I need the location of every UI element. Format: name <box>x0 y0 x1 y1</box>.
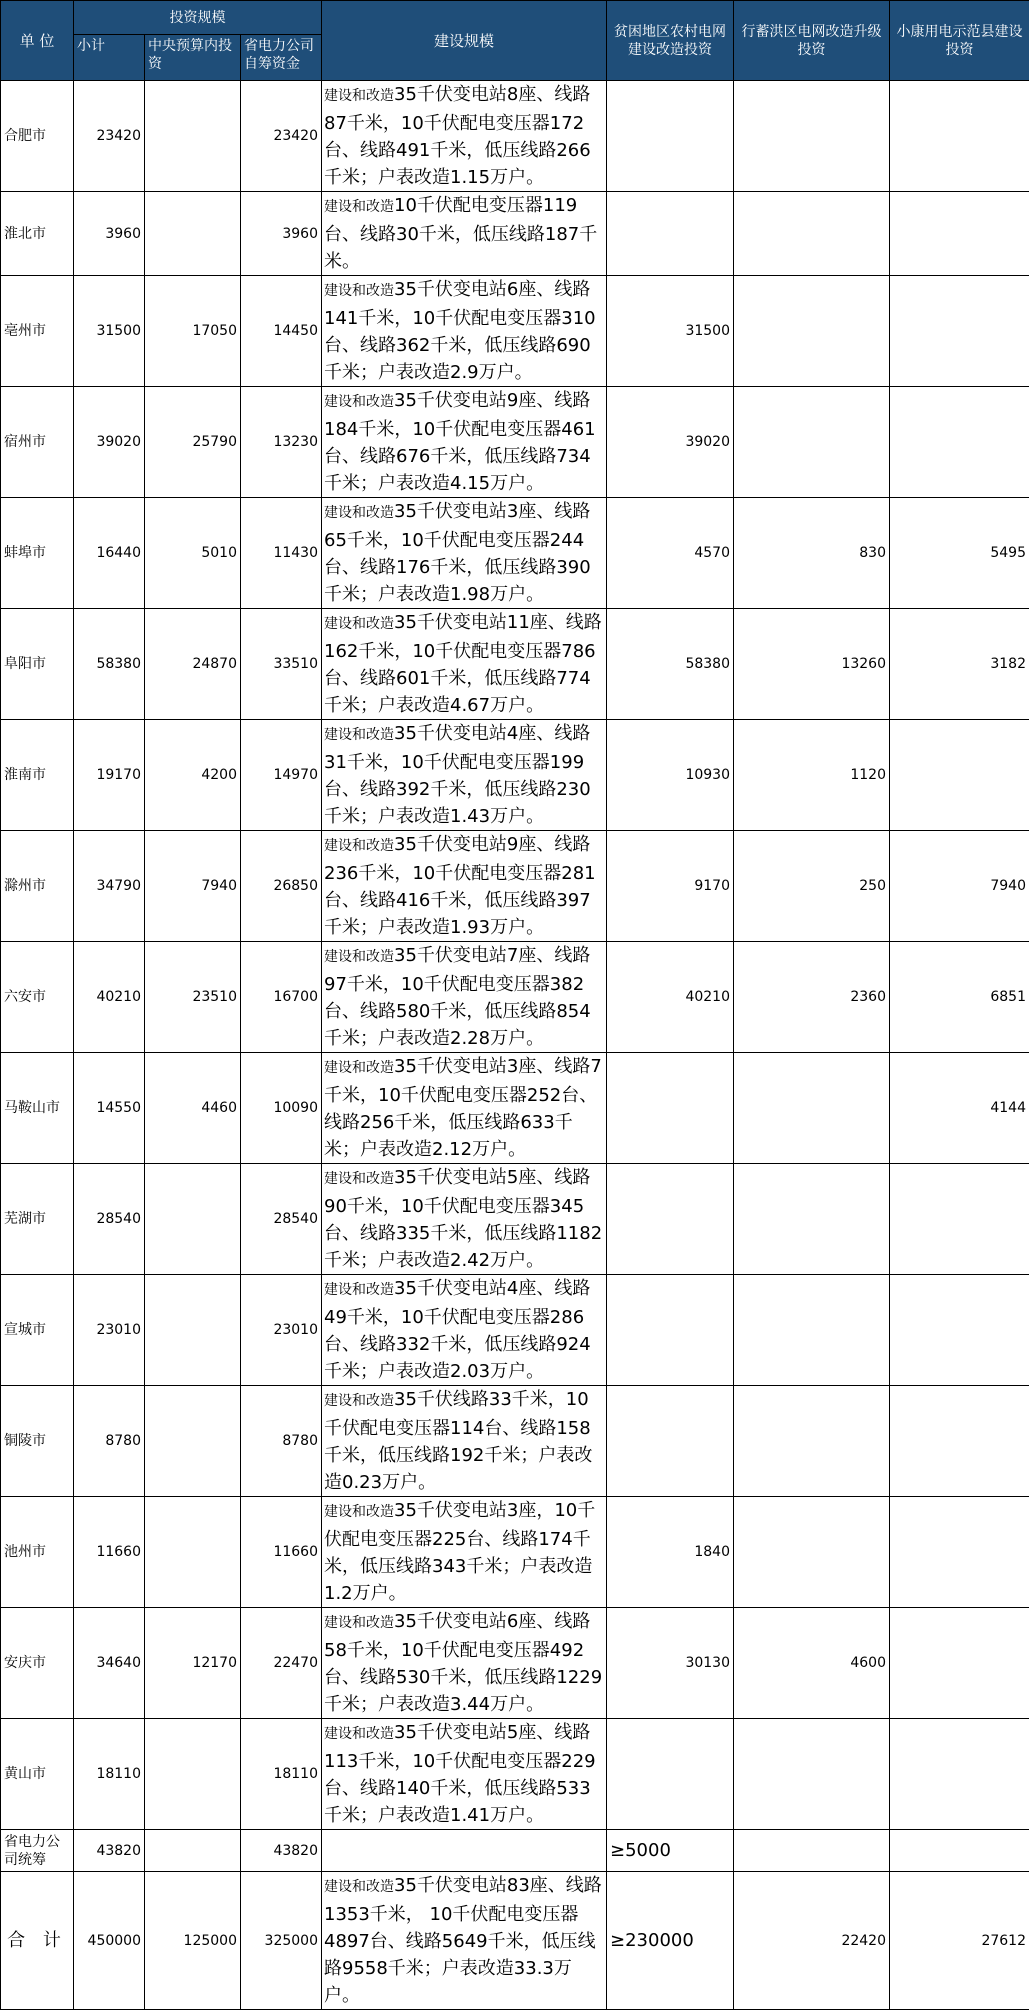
table-row <box>1 276 1029 387</box>
scale-text: 35千伏变电站9座、线路236千米，10千伏配电变压器281台、线路416千米，低压线路397千米；户表改造1.93万户。 <box>324 834 596 938</box>
central-cell: 12170 <box>145 1608 241 1719</box>
flood-cell: 830 <box>734 498 890 609</box>
unit-cell: 铜陵市 <box>1 1386 74 1497</box>
xiaokang-cell <box>890 1275 1029 1386</box>
table-row <box>1 1830 1029 1872</box>
unit-cell: 合肥市 <box>1 81 74 192</box>
flood-cell <box>734 1275 890 1386</box>
xiaokang-cell: 27612 <box>890 1872 1029 2010</box>
subtotal-cell: 58380 <box>74 609 145 720</box>
scale-cell <box>322 1830 607 1872</box>
poverty-cell: 40210 <box>607 942 734 1053</box>
flood-cell <box>734 1053 890 1164</box>
scale-prefix: 建设和改造 <box>324 727 394 743</box>
table-row <box>1 831 1029 942</box>
provincial-cell: 3960 <box>241 192 322 276</box>
flood-cell <box>734 1497 890 1608</box>
xiaokang-cell: 3182 <box>890 609 1029 720</box>
xiaokang-cell <box>890 1830 1029 1872</box>
scale-prefix: 建设和改造 <box>324 1879 394 1895</box>
poverty-cell: 39020 <box>607 387 734 498</box>
unit-cell: 亳州市 <box>1 276 74 387</box>
scale-prefix: 建设和改造 <box>324 88 394 104</box>
header-central: 中央预算内投资 <box>145 35 241 81</box>
central-cell: 24870 <box>145 609 241 720</box>
flood-cell: 22420 <box>734 1872 890 2010</box>
scale-cell <box>322 81 607 192</box>
unit-cell: 淮北市 <box>1 192 74 276</box>
unit-cell: 马鞍山市 <box>1 1053 74 1164</box>
scale-text: 35千伏变电站4座、线路31千米，10千伏配电变压器199台、线路392千米，低压线路230千米；户表改造1.43万户。 <box>324 723 591 827</box>
scale-prefix: 建设和改造 <box>324 616 394 632</box>
central-cell: 23510 <box>145 942 241 1053</box>
provincial-cell: 22470 <box>241 1608 322 1719</box>
provincial-cell: 14450 <box>241 276 322 387</box>
xiaokang-cell <box>890 1497 1029 1608</box>
unit-cell: 淮南市 <box>1 720 74 831</box>
scale-cell <box>322 942 607 1053</box>
scale-text: 35千伏变电站3座，10千伏配电变压器225台、线路174千米，低压线路343千米；户表改造1.2万户。 <box>324 1500 595 1604</box>
flood-cell <box>734 387 890 498</box>
subtotal-cell: 39020 <box>74 387 145 498</box>
central-cell <box>145 1830 241 1872</box>
header-flood: 行蓄洪区电网改造升级投资 <box>734 1 890 81</box>
scale-prefix: 建设和改造 <box>324 949 394 965</box>
subtotal-cell: 18110 <box>74 1719 145 1830</box>
subtotal-cell: 11660 <box>74 1497 145 1608</box>
flood-cell: 2360 <box>734 942 890 1053</box>
header-scale: 建设规模 <box>322 1 607 81</box>
scale-prefix: 建设和改造 <box>324 394 394 410</box>
unit-cell: 合 计 <box>1 1872 74 2010</box>
xiaokang-cell: 6851 <box>890 942 1029 1053</box>
scale-cell <box>322 1872 607 2010</box>
unit-cell: 滁州市 <box>1 831 74 942</box>
table-row <box>1 1497 1029 1608</box>
poverty-cell: 30130 <box>607 1608 734 1719</box>
provincial-cell: 8780 <box>241 1386 322 1497</box>
xiaokang-cell: 4144 <box>890 1053 1029 1164</box>
table-row <box>1 1719 1029 1830</box>
header-unit: 单 位 <box>1 1 74 81</box>
total-row <box>1 1872 1029 2010</box>
poverty-cell: 58380 <box>607 609 734 720</box>
header-subtotal: 小计 <box>74 35 145 81</box>
central-cell: 125000 <box>145 1872 241 2010</box>
scale-prefix: 建设和改造 <box>324 283 394 299</box>
scale-text: 35千伏线路33千米，10千伏配电变压器114台、线路158千米，低压线路192千米；户表改造0.23万户。 <box>324 1389 592 1493</box>
unit-cell: 省电力公司统筹 <box>1 1830 74 1872</box>
provincial-cell: 33510 <box>241 609 322 720</box>
xiaokang-cell <box>890 387 1029 498</box>
flood-cell <box>734 81 890 192</box>
subtotal-cell: 28540 <box>74 1164 145 1275</box>
flood-cell: 13260 <box>734 609 890 720</box>
provincial-cell: 26850 <box>241 831 322 942</box>
scale-text: 35千伏变电站9座、线路184千米，10千伏配电变压器461台、线路676千米，低压线路734千米；户表改造4.15万户。 <box>324 390 596 494</box>
scale-prefix: 建设和改造 <box>324 1171 394 1187</box>
unit-cell: 阜阳市 <box>1 609 74 720</box>
scale-cell <box>322 1164 607 1275</box>
scale-cell <box>322 192 607 276</box>
table-row <box>1 387 1029 498</box>
scale-prefix: 建设和改造 <box>324 505 394 521</box>
poverty-cell <box>607 1164 734 1275</box>
scale-text: 35千伏变电站7座、线路97千米，10千伏配电变压器382台、线路580千米，低压线路854千米；户表改造2.28万户。 <box>324 945 591 1049</box>
flood-cell <box>734 276 890 387</box>
subtotal-cell: 31500 <box>74 276 145 387</box>
flood-cell <box>734 1386 890 1497</box>
scale-prefix: 建设和改造 <box>324 199 394 215</box>
provincial-cell: 16700 <box>241 942 322 1053</box>
poverty-cell <box>607 1053 734 1164</box>
xiaokang-cell: 5495 <box>890 498 1029 609</box>
scale-prefix: 建设和改造 <box>324 1060 394 1076</box>
central-cell: 7940 <box>145 831 241 942</box>
provincial-cell: 28540 <box>241 1164 322 1275</box>
flood-cell <box>734 1830 890 1872</box>
table-row <box>1 609 1029 720</box>
table-row <box>1 192 1029 276</box>
scale-prefix: 建设和改造 <box>324 1282 394 1298</box>
central-cell: 4460 <box>145 1053 241 1164</box>
poverty-cell: 1840 <box>607 1497 734 1608</box>
central-cell <box>145 1164 241 1275</box>
xiaokang-cell <box>890 1386 1029 1497</box>
table-row <box>1 1608 1029 1719</box>
subtotal-cell: 34640 <box>74 1608 145 1719</box>
header-xiaokang: 小康用电示范县建设投资 <box>890 1 1029 81</box>
scale-text: 35千伏变电站5座、线路113千米，10千伏配电变压器229台、线路140千米，低压线路533千米；户表改造1.41万户。 <box>324 1722 596 1826</box>
subtotal-cell: 8780 <box>74 1386 145 1497</box>
scale-text: 35千伏变电站3座、线路7千米，10千伏配电变压器252台、线路256千米，低压线路633千米；户表改造2.12万户。 <box>324 1056 602 1160</box>
flood-cell: 250 <box>734 831 890 942</box>
subtotal-cell: 14550 <box>74 1053 145 1164</box>
scale-text: 35千伏变电站6座、线路58千米，10千伏配电变压器492台、线路530千米，低压线路1229千米；户表改造3.44万户。 <box>324 1611 602 1715</box>
poverty-cell <box>607 81 734 192</box>
scale-text: 35千伏变电站6座、线路141千米，10千伏配电变压器310台、线路362千米，低压线路690千米；户表改造2.9万户。 <box>324 279 596 383</box>
central-cell <box>145 1497 241 1608</box>
scale-cell <box>322 609 607 720</box>
unit-cell: 池州市 <box>1 1497 74 1608</box>
table-row <box>1 1053 1029 1164</box>
xiaokang-cell <box>890 192 1029 276</box>
provincial-cell: 23420 <box>241 81 322 192</box>
header-provincial: 省电力公司自筹资金 <box>241 35 322 81</box>
scale-text: 35千伏变电站3座、线路65千米，10千伏配电变压器244台、线路176千米，低压线路390千米；户表改造1.98万户。 <box>324 501 591 605</box>
xiaokang-cell <box>890 1164 1029 1275</box>
scale-text: 35千伏变电站4座、线路49千米，10千伏配电变压器286台、线路332千米，低压线路924千米；户表改造2.03万户。 <box>324 1278 591 1382</box>
provincial-cell: 14970 <box>241 720 322 831</box>
scale-cell <box>322 1497 607 1608</box>
xiaokang-cell <box>890 1719 1029 1830</box>
central-cell: 4200 <box>145 720 241 831</box>
scale-prefix: 建设和改造 <box>324 1504 394 1520</box>
scale-prefix: 建设和改造 <box>324 1726 394 1742</box>
scale-text: 10千伏配电变压器119台、线路30千米，低压线路187千米。 <box>324 195 597 272</box>
table-row <box>1 1386 1029 1497</box>
poverty-cell <box>607 1386 734 1497</box>
unit-cell: 六安市 <box>1 942 74 1053</box>
flood-cell: 1120 <box>734 720 890 831</box>
table-row <box>1 720 1029 831</box>
provincial-cell: 11430 <box>241 498 322 609</box>
provincial-cell: 325000 <box>241 1872 322 2010</box>
unit-cell: 芜湖市 <box>1 1164 74 1275</box>
scale-cell <box>322 1386 607 1497</box>
scale-prefix: 建设和改造 <box>324 1615 394 1631</box>
subtotal-cell: 40210 <box>74 942 145 1053</box>
subtotal-cell: 43820 <box>74 1830 145 1872</box>
poverty-cell: ≥5000 <box>607 1830 734 1872</box>
provincial-cell: 23010 <box>241 1275 322 1386</box>
scale-prefix: 建设和改造 <box>324 1393 394 1409</box>
central-cell <box>145 81 241 192</box>
table-row <box>1 1164 1029 1275</box>
provincial-cell: 10090 <box>241 1053 322 1164</box>
subtotal-cell: 23010 <box>74 1275 145 1386</box>
scale-cell <box>322 720 607 831</box>
flood-cell <box>734 1164 890 1275</box>
subtotal-cell: 23420 <box>74 81 145 192</box>
poverty-cell: 4570 <box>607 498 734 609</box>
xiaokang-cell <box>890 720 1029 831</box>
unit-cell: 宿州市 <box>1 387 74 498</box>
central-cell: 25790 <box>145 387 241 498</box>
unit-cell: 蚌埠市 <box>1 498 74 609</box>
xiaokang-cell <box>890 1608 1029 1719</box>
subtotal-cell: 19170 <box>74 720 145 831</box>
poverty-cell <box>607 1719 734 1830</box>
scale-cell <box>322 276 607 387</box>
provincial-cell: 18110 <box>241 1719 322 1830</box>
scale-cell <box>322 1719 607 1830</box>
xiaokang-cell: 7940 <box>890 831 1029 942</box>
subtotal-cell: 3960 <box>74 192 145 276</box>
scale-prefix: 建设和改造 <box>324 838 394 854</box>
subtotal-cell: 450000 <box>74 1872 145 2010</box>
scale-cell <box>322 831 607 942</box>
scale-cell <box>322 1275 607 1386</box>
scale-cell <box>322 1608 607 1719</box>
table-row <box>1 942 1029 1053</box>
scale-cell <box>322 387 607 498</box>
unit-cell: 宣城市 <box>1 1275 74 1386</box>
poverty-cell <box>607 192 734 276</box>
header-invest-group: 投资规模 <box>74 1 322 35</box>
provincial-cell: 11660 <box>241 1497 322 1608</box>
table-body <box>1 81 1029 2010</box>
table-row <box>1 1275 1029 1386</box>
central-cell: 5010 <box>145 498 241 609</box>
scale-text: 35千伏变电站8座、线路87千米，10千伏配电变压器172台、线路491千米，低压线路266千米；户表改造1.15万户。 <box>324 84 591 188</box>
scale-text: 35千伏变电站11座、线路162千米，10千伏配电变压器786台、线路601千米，低压线路774千米；户表改造4.67万户。 <box>324 612 602 716</box>
poverty-cell: 10930 <box>607 720 734 831</box>
flood-cell <box>734 192 890 276</box>
subtotal-cell: 16440 <box>74 498 145 609</box>
scale-text: 35千伏变电站83座、线路1353千米， 10千伏配电变压器4897台、线路5649千米，低压线路9558千米；户表改造33.3万户。 <box>324 1875 602 2006</box>
central-cell <box>145 192 241 276</box>
central-cell <box>145 1386 241 1497</box>
provincial-cell: 43820 <box>241 1830 322 1872</box>
unit-cell: 安庆市 <box>1 1608 74 1719</box>
header-poverty: 贫困地区农村电网建设改造投资 <box>607 1 734 81</box>
central-cell: 17050 <box>145 276 241 387</box>
poverty-cell: 9170 <box>607 831 734 942</box>
central-cell <box>145 1275 241 1386</box>
poverty-cell <box>607 1275 734 1386</box>
table-row <box>1 498 1029 609</box>
xiaokang-cell <box>890 81 1029 192</box>
scale-text: 35千伏变电站5座、线路90千米，10千伏配电变压器345台、线路335千米，低压线路1182千米；户表改造2.42万户。 <box>324 1167 602 1271</box>
table-row <box>1 81 1029 192</box>
xiaokang-cell <box>890 276 1029 387</box>
central-cell <box>145 1719 241 1830</box>
scale-cell <box>322 498 607 609</box>
unit-cell: 黄山市 <box>1 1719 74 1830</box>
scale-cell <box>322 1053 607 1164</box>
poverty-cell: ≥230000 <box>607 1872 734 2010</box>
provincial-cell: 13230 <box>241 387 322 498</box>
poverty-cell: 31500 <box>607 276 734 387</box>
subtotal-cell: 34790 <box>74 831 145 942</box>
table-header <box>1 1 1029 81</box>
flood-cell: 4600 <box>734 1608 890 1719</box>
flood-cell <box>734 1719 890 1830</box>
